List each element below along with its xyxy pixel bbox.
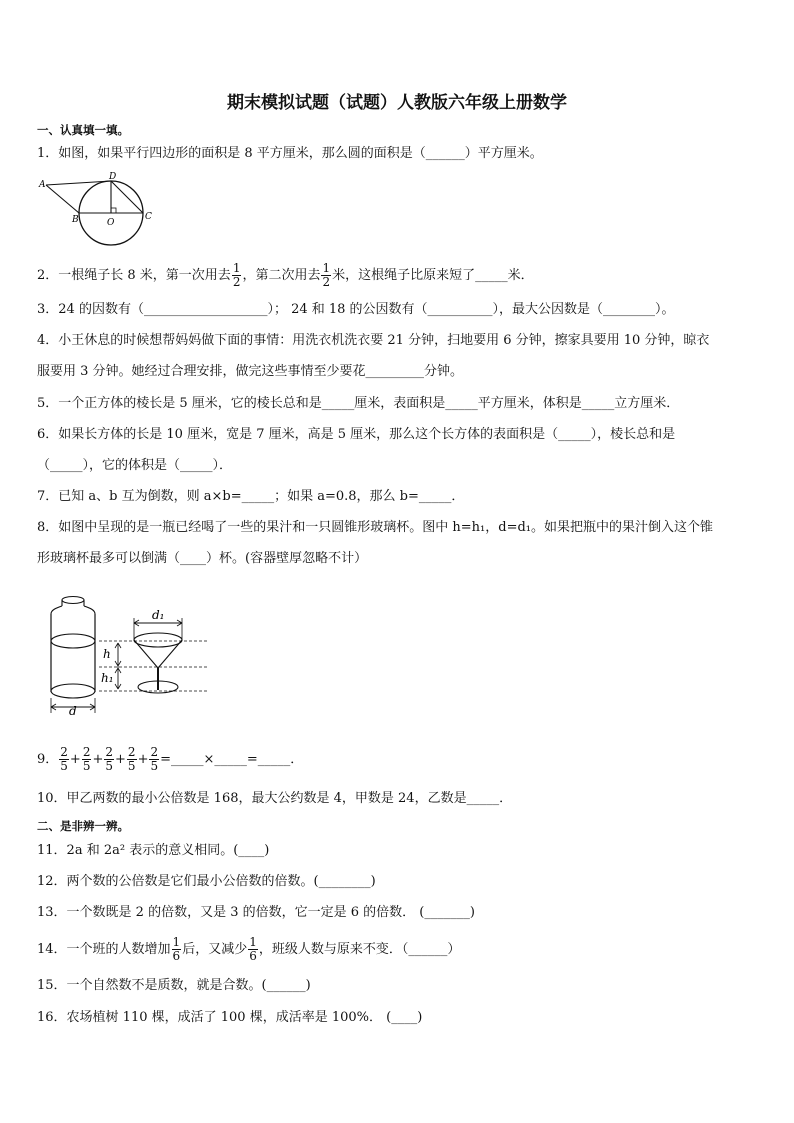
circle-parallelogram-figure: [36, 170, 166, 250]
question-14: [37, 936, 460, 963]
fraction-numerator: 2: [105, 745, 114, 759]
fraction-denominator: 2: [322, 275, 331, 289]
question-9-label: 9．: [37, 752, 59, 767]
question-13: 13．一个数既是 2 的倍数，又是 3 的倍数，它一定是 6 的倍数． (_______): [37, 905, 475, 920]
fraction-half-1: [232, 262, 242, 289]
page-title: 期末模拟试题（试题）人教版六年级上册数学: [227, 93, 567, 113]
label-D: D: [109, 172, 117, 182]
label-C: C: [145, 212, 152, 222]
fraction-numerator: 2: [82, 745, 91, 759]
plus-sign: +: [115, 752, 126, 767]
fraction-two-fifths: [127, 746, 137, 773]
fraction-numerator: 1: [172, 935, 181, 949]
section-fill-in-heading: 一、认真填一填。: [37, 123, 129, 137]
question-1: 1．如图，如果平行四边形的面积是 8 平方厘米，那么圆的面积是（______）平方厘米。: [37, 146, 543, 161]
fraction-two-fifths: [149, 746, 159, 773]
question-9: [37, 746, 303, 773]
question-8-line-2: 形玻璃杯最多可以倒满（____）杯。(容器壁厚忽略不计）: [37, 551, 368, 566]
plus-sign: +: [92, 752, 104, 767]
fraction-two-fifths: [59, 746, 69, 773]
question-14-part-b: 后，又减少: [182, 942, 248, 957]
fraction-denominator: 2: [232, 275, 241, 289]
fraction-half-2: [321, 262, 331, 289]
question-16: 16．农场植树 110 棵，成活了 100 棵，成活率是 100%． (____): [37, 1010, 423, 1025]
fraction-one-sixth-2: [248, 936, 258, 963]
fraction-numerator: 2: [60, 745, 68, 759]
label-h: h: [103, 647, 111, 661]
fraction-denominator: 6: [172, 949, 181, 963]
question-14-part-c: ，班级人数与原来不变．（______）: [258, 942, 461, 957]
fraction-two-fifths: [82, 746, 92, 773]
question-4-line-2: 服要用 3 分钟。她经过合理安排，做完这些事情至少要花_________分钟。: [37, 364, 464, 379]
label-O: O: [107, 218, 115, 228]
fraction-two-fifths: [104, 746, 114, 773]
fraction-denominator: 5: [127, 759, 136, 773]
fraction-numerator: 2: [150, 745, 159, 759]
fraction-numerator: 1: [232, 261, 241, 275]
question-8-line-1: 8．如图中呈现的是一瓶已经喝了一些的果汁和一只圆锥形玻璃杯。图中 h=h₁，d=d₁。如果把瓶中的果汁倒入这个锥: [37, 520, 714, 535]
fraction-one-sixth-1: [172, 936, 182, 963]
question-4-line-1: 4．小王休息的时候想帮妈妈做下面的事情：用洗衣机洗衣要 21 分钟，扫地要用 6 分钟，擦家具要用 10 分钟，晾衣: [37, 333, 710, 348]
question-3: 3．24 的因数有（___________________）； 24 和 18 的公因数有（__________），最大公因数是（________）。: [37, 302, 675, 317]
question-9-tail: =_____×_____=_____．: [160, 752, 304, 767]
fraction-denominator: 5: [82, 759, 91, 773]
question-5: 5．一个正方体的棱长是 5 厘米，它的棱长总和是_____厘米，表面积是_____平方厘米，体积是_____立方厘米．: [37, 396, 680, 411]
section-true-false-heading: 二、是非辨一辨。: [37, 819, 129, 833]
question-2: [37, 262, 534, 289]
label-B: B: [72, 215, 79, 225]
question-6-line-2: （_____），它的体积是（_____）．: [37, 458, 233, 473]
fraction-numerator: 2: [127, 745, 136, 759]
label-A: A: [39, 180, 46, 190]
question-10: 10．甲乙两数的最小公倍数是 168，最大公约数是 4，甲数是 24，乙数是_____．: [37, 791, 513, 806]
plus-sign: +: [137, 752, 149, 767]
fraction-denominator: 5: [150, 759, 159, 773]
fraction-numerator: 1: [322, 261, 331, 275]
question-11: 11．2a 和 2a² 表示的意义相同。(____): [37, 843, 270, 858]
fraction-numerator: 1: [249, 935, 257, 949]
fraction-denominator: 5: [105, 759, 114, 773]
question-15: 15．一个自然数不是质数，就是合数。(______): [37, 978, 311, 993]
question-12: 12．两个数的公倍数是它们最小公倍数的倍数。(________): [37, 874, 376, 889]
label-d: d: [69, 704, 77, 718]
question-14-part-a: 14．一个班的人数增加: [37, 942, 171, 957]
question-7: 7．已知 a、b 互为倒数，则 a×b=_____；如果 a=0.8，那么 b=_____．: [37, 489, 465, 504]
fraction-denominator: 5: [60, 759, 68, 773]
question-2-part-c: 米，这根绳子比原来短了_____米．: [332, 268, 534, 283]
label-d1: d₁: [152, 608, 165, 622]
question-2-part-b: ，第二次用去: [242, 268, 321, 283]
bottle-and-cone-figure: [44, 590, 214, 720]
question-6-line-1: 6．如果长方体的长是 10 厘米，宽是 7 厘米，高是 5 厘米，那么这个长方体的表面积是（_____），棱长总和是: [37, 427, 676, 442]
label-h1: h₁: [101, 671, 114, 685]
question-2-part-a: 2．一根绳子长 8 米，第一次用去: [37, 268, 231, 283]
plus-sign: +: [69, 752, 81, 767]
fraction-denominator: 6: [249, 949, 257, 963]
